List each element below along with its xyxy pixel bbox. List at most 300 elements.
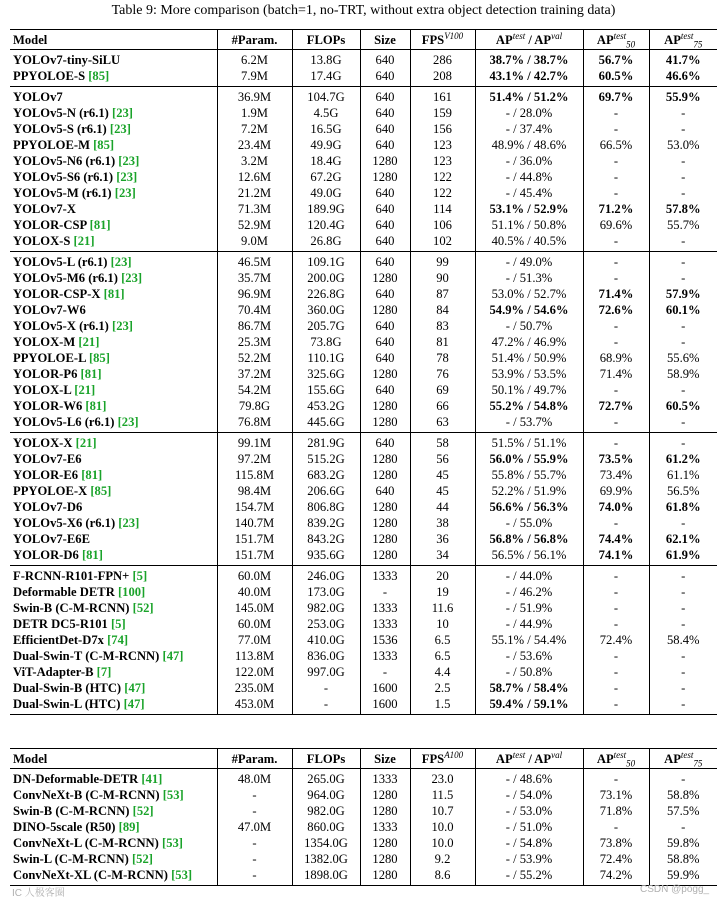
cell-model [10, 252, 217, 271]
cell-ap: - / 53.6% [475, 648, 583, 664]
cell-ap50: - [583, 584, 649, 600]
cell-fps: 123 [410, 153, 475, 169]
cell-params: - [217, 835, 292, 851]
citation-link[interactable]: [21] [73, 234, 95, 248]
cell-size: 640 [360, 286, 410, 302]
cell-flops: 16.5G [292, 121, 360, 137]
cell-flops: 109.1G [292, 252, 360, 271]
cell-params: - [217, 803, 292, 819]
table-row [10, 680, 717, 696]
cell-ap75: 61.1% [649, 467, 717, 483]
cell-fps: 161 [410, 87, 475, 106]
cell-flops: 410.0G [292, 632, 360, 648]
cell-ap50: 68.9% [583, 350, 649, 366]
cell-params: 9.0M [217, 233, 292, 252]
table-row [10, 499, 717, 515]
cell-size: 1280 [360, 366, 410, 382]
table-row [10, 632, 717, 648]
cell-ap: - / 50.8% [475, 664, 583, 680]
cell-ap75: 46.6% [649, 68, 717, 87]
cell-flops: 49.9G [292, 137, 360, 153]
cell-ap: - / 55.2% [475, 867, 583, 886]
model-name: YOLOv5-M6 (r6.1) [13, 271, 118, 285]
cell-size: 640 [360, 137, 410, 153]
cell-fps: 76 [410, 366, 475, 382]
table-row [10, 334, 717, 350]
header-size: Size [360, 30, 410, 50]
cell-model [10, 819, 217, 835]
table-row [10, 451, 717, 467]
citation-link[interactable]: [41] [141, 772, 163, 786]
cell-params: 453.0M [217, 696, 292, 715]
citation-link[interactable]: [47] [162, 649, 184, 663]
cell-ap75: - [649, 769, 717, 788]
cell-params: 7.9M [217, 68, 292, 87]
cell-params: 99.1M [217, 433, 292, 452]
model-name: YOLOv7 [13, 90, 63, 104]
cell-model [10, 769, 217, 788]
citation-link[interactable]: [85] [88, 351, 110, 365]
cell-size: 1280 [360, 398, 410, 414]
cell-ap: - / 50.7% [475, 318, 583, 334]
citation-link[interactable]: [21] [74, 383, 96, 397]
cell-model [10, 366, 217, 382]
cell-ap: 51.4% / 51.2% [475, 87, 583, 106]
cell-ap50: - [583, 252, 649, 271]
cell-fps: 34 [410, 547, 475, 566]
citation-link[interactable]: [23] [109, 122, 131, 136]
citation-link[interactable]: [100] [117, 585, 146, 599]
citation-link[interactable]: [23] [114, 186, 136, 200]
model-name: YOLOv5-S6 (r6.1) [13, 170, 114, 184]
model-name: F-RCNN-R101-FPN+ [13, 569, 130, 583]
cell-ap: 56.0% / 55.9% [475, 451, 583, 467]
cell-params: 46.5M [217, 252, 292, 271]
citation-link[interactable]: [21] [75, 436, 97, 450]
cell-params: 96.9M [217, 286, 292, 302]
cell-ap: - / 36.0% [475, 153, 583, 169]
citation-link[interactable]: [23] [116, 170, 138, 184]
table-row [10, 398, 717, 414]
table-row [10, 696, 717, 715]
cell-params: 25.3M [217, 334, 292, 350]
cell-size: 1280 [360, 803, 410, 819]
cell-ap: 38.7% / 38.7% [475, 50, 583, 69]
citation-link[interactable]: [23] [110, 255, 132, 269]
cell-ap75: - [649, 169, 717, 185]
cell-fps: 6.5 [410, 632, 475, 648]
model-name: YOLOv7-tiny-SiLU [13, 53, 121, 67]
model-name: ConvNeXt-XL (C-M-RCNN) [13, 868, 168, 882]
header-params: #Param. [217, 30, 292, 50]
cell-ap: - / 44.9% [475, 616, 583, 632]
citation-link[interactable]: [23] [118, 154, 140, 168]
citation-link[interactable]: [74] [107, 633, 129, 647]
header-model: Model [10, 30, 217, 50]
citation-link[interactable]: [23] [121, 271, 143, 285]
cell-ap: - / 51.9% [475, 600, 583, 616]
cell-ap50: - [583, 696, 649, 715]
model-name: Dual-Swin-L (HTC) [13, 697, 121, 711]
citation-link[interactable]: [81] [81, 468, 103, 482]
cell-size: 640 [360, 382, 410, 398]
cell-ap50: - [583, 433, 649, 452]
cell-flops: 226.8G [292, 286, 360, 302]
cell-flops: 200.0G [292, 270, 360, 286]
cell-model [10, 233, 217, 252]
cell-fps: 156 [410, 121, 475, 137]
cell-model [10, 600, 217, 616]
cell-fps: 11.5 [410, 787, 475, 803]
cell-size: 640 [360, 121, 410, 137]
cell-ap: 40.5% / 40.5% [475, 233, 583, 252]
cell-params: 97.2M [217, 451, 292, 467]
cell-ap: 47.2% / 46.9% [475, 334, 583, 350]
cell-size: 1280 [360, 169, 410, 185]
cell-ap: 58.7% / 58.4% [475, 680, 583, 696]
watermark-right: CSDN @pogg_ [640, 884, 710, 895]
cell-model [10, 467, 217, 483]
cell-fps: 1.5 [410, 696, 475, 715]
model-name: YOLOv7-D6 [13, 500, 83, 514]
model-name: YOLOX-S [13, 234, 71, 248]
cell-fps: 122 [410, 185, 475, 201]
model-name: YOLOv5-N6 (r6.1) [13, 154, 116, 168]
model-name: YOLOv5-L (r6.1) [13, 255, 108, 269]
cell-params: 52.9M [217, 217, 292, 233]
cell-size: 640 [360, 350, 410, 366]
cell-fps: 159 [410, 105, 475, 121]
table-row [10, 318, 717, 334]
cell-ap50: 74.1% [583, 547, 649, 566]
citation-link[interactable]: [81] [80, 367, 102, 381]
model-name: DETR DC5-R101 [13, 617, 108, 631]
cell-size: 1280 [360, 153, 410, 169]
cell-ap75: 55.9% [649, 87, 717, 106]
cell-fps: 10.7 [410, 803, 475, 819]
table-row [10, 600, 717, 616]
cell-flops: 982.0G [292, 803, 360, 819]
cell-model [10, 334, 217, 350]
cell-ap75: 41.7% [649, 50, 717, 69]
cell-flops: 453.2G [292, 398, 360, 414]
cell-model [10, 302, 217, 318]
cell-fps: 84 [410, 302, 475, 318]
cell-params: 79.8G [217, 398, 292, 414]
cell-ap75: - [649, 153, 717, 169]
cell-fps: 56 [410, 451, 475, 467]
cell-size: 1280 [360, 515, 410, 531]
cell-ap50: - [583, 769, 649, 788]
cell-ap50: - [583, 334, 649, 350]
table-row [10, 803, 717, 819]
cell-ap75: - [649, 233, 717, 252]
model-name: YOLOX-L [13, 383, 72, 397]
cell-fps: 78 [410, 350, 475, 366]
cell-ap75: - [649, 121, 717, 137]
citation-link[interactable]: [52] [132, 601, 154, 615]
cell-ap75: - [649, 318, 717, 334]
cell-flops: 26.8G [292, 233, 360, 252]
table-row [10, 105, 717, 121]
cell-ap: - / 54.8% [475, 835, 583, 851]
model-name: PPYOLOE-M [13, 138, 90, 152]
table-row [10, 350, 717, 366]
cell-params: 76.8M [217, 414, 292, 433]
cell-ap75: - [649, 664, 717, 680]
cell-ap50: - [583, 600, 649, 616]
citation-link[interactable]: [21] [78, 335, 100, 349]
citation-link[interactable]: [5] [110, 617, 126, 631]
cell-ap50: - [583, 414, 649, 433]
citation-link[interactable]: [23] [117, 415, 139, 429]
cell-fps: 8.6 [410, 867, 475, 886]
cell-ap75: 61.9% [649, 547, 717, 566]
cell-ap: 56.6% / 56.3% [475, 499, 583, 515]
cell-ap75: 55.6% [649, 350, 717, 366]
cell-flops: 18.4G [292, 153, 360, 169]
cell-flops: 860.0G [292, 819, 360, 835]
model-name: ConvNeXt-L (C-M-RCNN) [13, 836, 159, 850]
cell-params: 3.2M [217, 153, 292, 169]
model-name: DINO-5scale (R50) [13, 820, 116, 834]
model-name: YOLOX-X [13, 436, 73, 450]
model-name: YOLOv5-S (r6.1) [13, 122, 107, 136]
header-ap: $AP^{test} / AP^{val}$ [475, 749, 583, 769]
cell-model [10, 217, 217, 233]
cell-model [10, 433, 217, 452]
cell-model [10, 169, 217, 185]
citation-link[interactable]: [53] [162, 836, 183, 850]
table-row [10, 835, 717, 851]
header-ap50: $AP^{test}_{50}$ [583, 749, 649, 769]
cell-ap: 53.9% / 53.5% [475, 366, 583, 382]
cell-size: 1333 [360, 648, 410, 664]
cell-params: 40.0M [217, 584, 292, 600]
cell-size: 1536 [360, 632, 410, 648]
cell-ap75: 58.4% [649, 632, 717, 648]
cell-fps: 58 [410, 433, 475, 452]
cell-flops: 189.9G [292, 201, 360, 217]
cell-ap: 56.8% / 56.8% [475, 531, 583, 547]
cell-ap75: 58.9% [649, 366, 717, 382]
citation-link[interactable]: [53] [171, 868, 193, 882]
cell-fps: 11.6 [410, 600, 475, 616]
cell-model [10, 87, 217, 106]
table-row [10, 233, 717, 252]
cell-ap: - / 53.9% [475, 851, 583, 867]
cell-size: 1280 [360, 867, 410, 886]
citation-link[interactable]: [53] [162, 788, 184, 802]
cell-ap: 52.2% / 51.9% [475, 483, 583, 499]
cell-size: 1333 [360, 819, 410, 835]
table-row [10, 217, 717, 233]
cell-params: 115.8M [217, 467, 292, 483]
table-row [10, 68, 717, 87]
cell-fps: 45 [410, 467, 475, 483]
cell-model [10, 531, 217, 547]
cell-ap75: - [649, 433, 717, 452]
model-name: Swin-B (C-M-RCNN) [13, 601, 130, 615]
cell-flops: 49.0G [292, 185, 360, 201]
cell-fps: 44 [410, 499, 475, 515]
cell-flops: 265.0G [292, 769, 360, 788]
cell-size: 640 [360, 252, 410, 271]
cell-ap75: - [649, 270, 717, 286]
cell-flops: 281.9G [292, 433, 360, 452]
cell-size: 1280 [360, 302, 410, 318]
cell-model [10, 414, 217, 433]
cell-size: 640 [360, 217, 410, 233]
citation-link[interactable]: [81] [81, 548, 103, 562]
cell-model [10, 664, 217, 680]
model-name: YOLOv5-X (r6.1) [13, 319, 109, 333]
model-name: YOLOX-M [13, 335, 76, 349]
cell-ap50: 69.7% [583, 87, 649, 106]
cell-ap75: 60.1% [649, 302, 717, 318]
cell-ap50: 60.5% [583, 68, 649, 87]
model-name: PPYOLOE-S [13, 69, 86, 83]
header-ap: $AP^{test} / AP^{val}$ [475, 30, 583, 50]
cell-params: 54.2M [217, 382, 292, 398]
citation-link[interactable]: [23] [118, 516, 140, 530]
cell-ap50: - [583, 169, 649, 185]
cell-params: 52.2M [217, 350, 292, 366]
cell-fps: 4.4 [410, 664, 475, 680]
citation-link[interactable]: [81] [85, 399, 107, 413]
citation-link[interactable]: [52] [131, 852, 153, 866]
cell-params: 36.9M [217, 87, 292, 106]
cell-ap: 43.1% / 42.7% [475, 68, 583, 87]
cell-ap: - / 46.2% [475, 584, 583, 600]
citation-link[interactable]: [23] [112, 106, 133, 120]
cell-ap50: 66.5% [583, 137, 649, 153]
cell-params: 35.7M [217, 270, 292, 286]
cell-fps: 20 [410, 566, 475, 585]
table-row [10, 787, 717, 803]
citation-link[interactable]: [52] [132, 804, 154, 818]
cell-size: 1600 [360, 680, 410, 696]
cell-ap50: - [583, 382, 649, 398]
model-name: YOLOv7-E6 [13, 452, 82, 466]
cell-flops: 173.0G [292, 584, 360, 600]
citation-link[interactable]: [5] [132, 569, 148, 583]
cell-ap75: 56.5% [649, 483, 717, 499]
cell-model [10, 451, 217, 467]
model-name: ConvNeXt-B (C-M-RCNN) [13, 788, 160, 802]
cell-size: 1280 [360, 467, 410, 483]
model-name: YOLOv5-M (r6.1) [13, 186, 112, 200]
header-size: Size [360, 749, 410, 769]
citation-link[interactable]: [85] [90, 484, 112, 498]
cell-ap: 51.4% / 50.9% [475, 350, 583, 366]
cell-ap: - / 55.0% [475, 515, 583, 531]
cell-params: 60.0M [217, 566, 292, 585]
table-row [10, 566, 717, 585]
cell-ap50: - [583, 515, 649, 531]
citation-link[interactable]: [85] [88, 69, 110, 83]
citation-link[interactable]: [23] [112, 319, 133, 333]
cell-flops: 325.6G [292, 366, 360, 382]
cell-flops: 935.6G [292, 547, 360, 566]
cell-ap50: 73.8% [583, 835, 649, 851]
table-row [10, 867, 717, 886]
watermark-left: IC 人极客圈 [12, 888, 65, 899]
citation-link[interactable]: [47] [124, 681, 146, 695]
cell-flops: 836.0G [292, 648, 360, 664]
cell-ap75: 58.8% [649, 787, 717, 803]
header-fps: $FPS^{V100}$ [410, 30, 475, 50]
cell-fps: 99 [410, 252, 475, 271]
cell-model [10, 68, 217, 87]
cell-ap: 53.0% / 52.7% [475, 286, 583, 302]
cell-ap: - / 48.6% [475, 769, 583, 788]
cell-model [10, 547, 217, 566]
cell-flops: 964.0G [292, 787, 360, 803]
cell-ap75: - [649, 105, 717, 121]
cell-model [10, 270, 217, 286]
cell-ap50: - [583, 318, 649, 334]
cell-size: 1280 [360, 451, 410, 467]
cell-params: 21.2M [217, 185, 292, 201]
citation-link[interactable]: [85] [93, 138, 115, 152]
cell-ap50: 71.4% [583, 366, 649, 382]
header-row [10, 749, 717, 769]
cell-size: 640 [360, 483, 410, 499]
cell-ap: 51.1% / 50.8% [475, 217, 583, 233]
citation-link[interactable]: [7] [96, 665, 112, 679]
cell-ap: - / 49.0% [475, 252, 583, 271]
cell-ap: - / 45.4% [475, 185, 583, 201]
cell-params: 77.0M [217, 632, 292, 648]
cell-ap50: 72.6% [583, 302, 649, 318]
cell-flops: 155.6G [292, 382, 360, 398]
citation-link[interactable]: [89] [118, 820, 140, 834]
cell-fps: 69 [410, 382, 475, 398]
model-name: YOLOR-W6 [13, 399, 83, 413]
citation-link[interactable]: [81] [89, 218, 111, 232]
cell-model [10, 318, 217, 334]
cell-ap50: 73.5% [583, 451, 649, 467]
cell-fps: 122 [410, 169, 475, 185]
table-row [10, 531, 717, 547]
cell-model [10, 835, 217, 851]
cell-params: 140.7M [217, 515, 292, 531]
cell-model [10, 632, 217, 648]
cell-params: 151.7M [217, 531, 292, 547]
cell-model [10, 286, 217, 302]
cell-ap50: - [583, 648, 649, 664]
cell-ap50: - [583, 819, 649, 835]
cell-params: 7.2M [217, 121, 292, 137]
cell-ap75: - [649, 185, 717, 201]
cell-ap: - / 44.0% [475, 566, 583, 585]
cell-ap75: 59.8% [649, 835, 717, 851]
cell-ap: 55.1% / 54.4% [475, 632, 583, 648]
table-row [10, 153, 717, 169]
cell-fps: 38 [410, 515, 475, 531]
header-flops: FLOPs [292, 749, 360, 769]
citation-link[interactable]: [81] [103, 287, 125, 301]
cell-model [10, 867, 217, 886]
cell-model [10, 787, 217, 803]
cell-model [10, 201, 217, 217]
cell-ap50: 72.7% [583, 398, 649, 414]
cell-ap: 55.8% / 55.7% [475, 467, 583, 483]
cell-ap75: - [649, 600, 717, 616]
cell-model [10, 105, 217, 121]
citation-link[interactable]: [47] [123, 697, 145, 711]
